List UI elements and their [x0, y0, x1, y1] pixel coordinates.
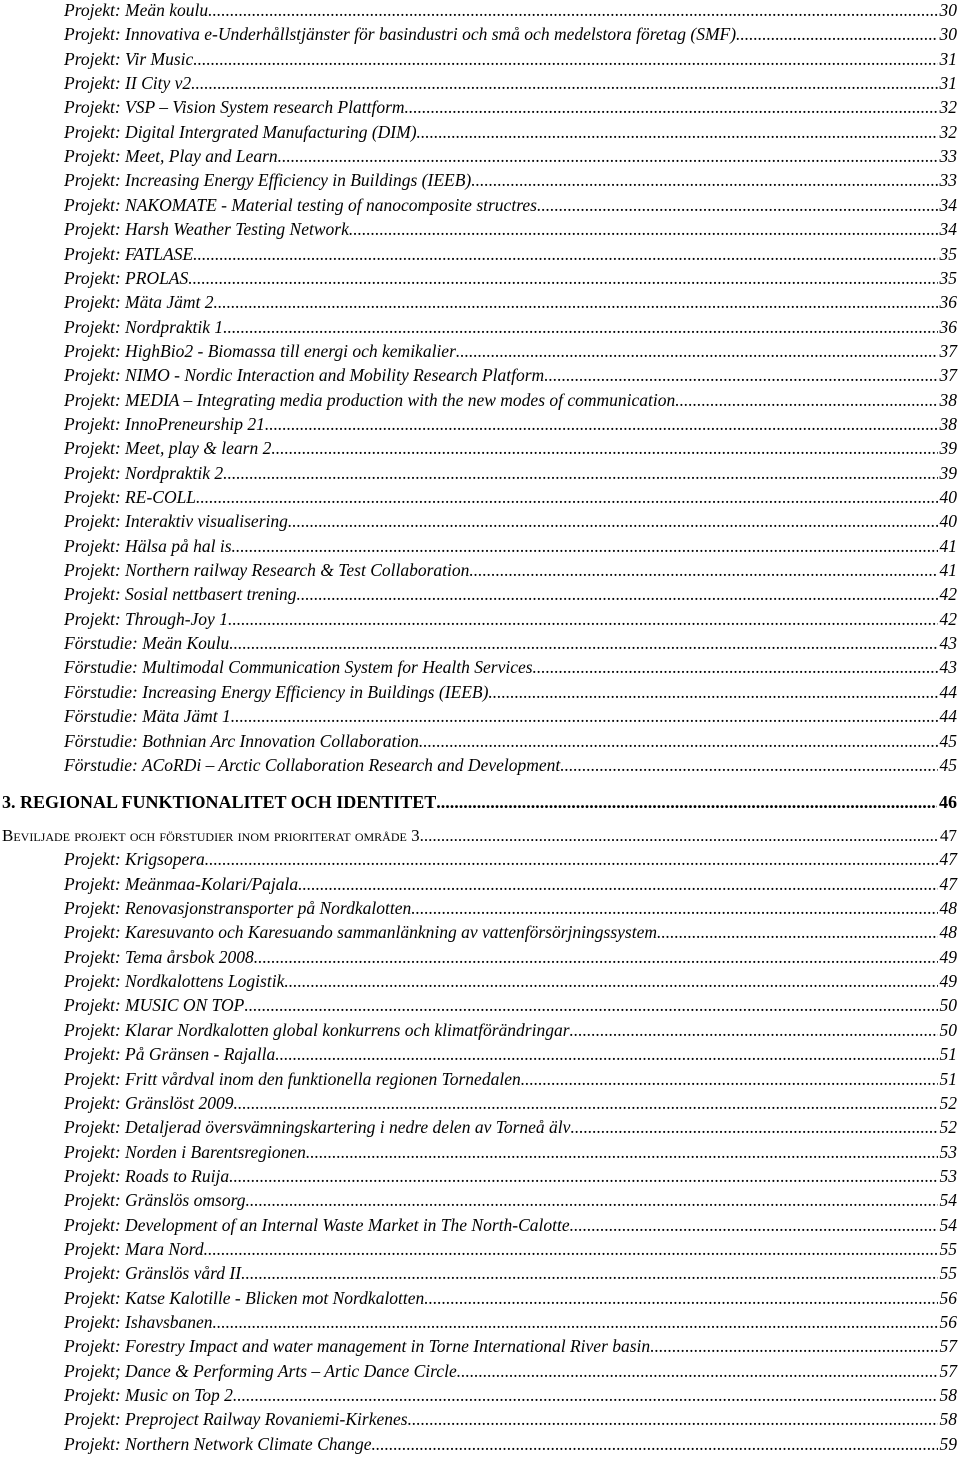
toc-entry-label: Projekt: Preproject Railway Rovaniemi-Kirkenes: [64, 1409, 408, 1430]
toc-page-number: 35: [939, 243, 957, 264]
toc-entry[interactable]: [64, 730, 957, 751]
toc-page-number: 36: [939, 316, 957, 337]
toc-entry[interactable]: [64, 973, 957, 991]
dot-leader: [349, 221, 938, 239]
dot-leader: [675, 392, 937, 410]
toc-entry-label: Projekt: Ishavsbanen: [64, 1312, 213, 1332]
toc-entry[interactable]: [64, 48, 957, 69]
toc-entry[interactable]: [64, 1068, 957, 1089]
toc-page-number: 44: [939, 706, 957, 727]
toc-entry-label: Projekt: Mara Nord: [64, 1238, 204, 1259]
dot-leader: [196, 489, 937, 507]
toc-entry-label: Projekt: Fritt vårdval inom den funktionella regionen Tornedalen: [64, 1068, 521, 1089]
toc-entry[interactable]: [64, 997, 957, 1015]
toc-page-number: 47: [939, 873, 957, 894]
toc-entry-label: Förstudie: Increasing Energy Efficiency in Buildings (IEEB): [64, 681, 489, 702]
toc-entry[interactable]: [64, 99, 957, 117]
toc-page-number: 53: [939, 1165, 957, 1186]
toc-entry-label: Projekt: Northern Network Climate Change: [64, 1433, 372, 1454]
dot-leader: [245, 1192, 937, 1210]
dot-leader: [736, 26, 937, 44]
toc-entry[interactable]: [64, 924, 957, 942]
toc-page-number: 55: [939, 1263, 957, 1284]
toc-entry[interactable]: [64, 1019, 957, 1040]
toc-entry-label: Projekt: Meänmaa-Kolari/Pajala: [64, 873, 299, 894]
toc-entry-label: Projekt: Through-Joy 1: [64, 608, 228, 629]
toc-page-number: 34: [939, 194, 957, 215]
dot-leader: [241, 1265, 937, 1283]
dot-leader: [191, 75, 937, 93]
dot-leader: [193, 51, 937, 69]
dot-leader: [544, 367, 937, 385]
toc-page-number: 53: [939, 1141, 957, 1162]
toc-page-number: 54: [939, 1190, 957, 1211]
toc-entry-label: Projekt: Sosial nettbasert trening: [64, 584, 297, 605]
toc-entry[interactable]: [64, 221, 957, 239]
toc-entry[interactable]: [64, 1314, 957, 1332]
toc-entry[interactable]: [64, 708, 957, 726]
toc-entry-label: Projekt: Music on Top 2: [64, 1385, 233, 1406]
toc-entry[interactable]: [64, 635, 957, 653]
toc-page-number: 40: [939, 487, 957, 507]
dot-leader: [405, 99, 938, 117]
toc-page-number: 31: [939, 48, 957, 69]
toc-entry-label: Förstudie: Bothnian Arc Innovation Collaboration: [64, 730, 419, 751]
toc-entry-label: Projekt: Innovativa e-Underhållstjänster för basindustri och små och medelstora företag (SMF): [64, 24, 737, 45]
toc-page-number: 34: [939, 219, 957, 240]
toc-page-number: 39: [939, 438, 957, 459]
toc-entry[interactable]: [64, 489, 957, 507]
toc-entry-label: Projekt: Development of an Internal Waste Market in The North-Calotte: [64, 1214, 570, 1235]
dot-leader: [231, 708, 938, 726]
dot-leader: [208, 2, 937, 20]
dot-leader: [228, 611, 938, 629]
dot-leader: [424, 827, 938, 844]
toc-entry-label: Projekt: Nordkalottens Logistik: [64, 971, 285, 992]
toc-page-number: 50: [939, 995, 957, 1016]
toc-entry[interactable]: [64, 1046, 957, 1064]
toc-page-number: 33: [939, 146, 957, 167]
toc-entry-label: Projekt: Renovasjonstransporter på Nordkalotten: [64, 898, 412, 919]
toc-entry-label: Projekt: RE-COLL: [64, 487, 197, 507]
dot-leader: [570, 1022, 938, 1040]
toc-entry-label: Projekt: NIMO - Nordic Interaction and Mobility Research Platform: [64, 365, 545, 386]
dot-leader: [570, 1217, 938, 1235]
dot-leader: [278, 148, 938, 166]
toc-entry[interactable]: [64, 1387, 957, 1405]
toc-entry[interactable]: [64, 659, 957, 677]
dot-leader: [456, 343, 938, 361]
toc-entry[interactable]: [64, 389, 957, 410]
dot-leader: [298, 876, 937, 894]
toc-entry-label: Projekt: Hälsa på hal is: [64, 535, 232, 556]
toc-entry[interactable]: [64, 946, 957, 967]
toc-entry-label: Projekt: Roads to Ruija: [64, 1165, 230, 1186]
toc-page-number: 43: [939, 657, 957, 678]
toc-page-number: 57: [939, 1360, 957, 1381]
toc-entry[interactable]: [64, 340, 957, 361]
toc-entry-label: Projekt: Gränslös vård II: [64, 1263, 242, 1284]
dot-leader: [436, 793, 937, 811]
toc-page-number: 46: [939, 791, 957, 812]
dot-leader: [560, 757, 937, 775]
toc-entry[interactable]: [64, 1192, 957, 1210]
dot-leader: [275, 1046, 937, 1064]
toc-page-number: 49: [939, 971, 957, 992]
toc-entry-label: Projekt: II City v2: [64, 73, 192, 94]
toc-entry[interactable]: [64, 294, 957, 312]
toc-page-number: 37: [939, 340, 957, 361]
dot-leader: [424, 1290, 937, 1308]
toc-page-number: 48: [939, 898, 957, 919]
toc-entry[interactable]: [64, 586, 957, 604]
dot-leader: [193, 246, 937, 264]
toc-entry-label: Projekt: På Gränsen - Rajalla: [64, 1044, 276, 1065]
toc-entry[interactable]: [64, 1092, 957, 1113]
toc-page-number: 37: [939, 365, 957, 386]
toc-entry-label: Projekt: Karesuvanto och Karesuando sammanlänkning av vattenförsörjningssystem: [64, 922, 657, 943]
toc-entry-label: Projekt: Meän koulu: [64, 0, 209, 20]
toc-page-number: 51: [939, 1068, 957, 1089]
toc-entry-label: Projekt: VSP – Vision System research Plattform: [64, 97, 405, 118]
toc-page-number: 35: [939, 267, 957, 288]
toc-page-number: 40: [939, 511, 957, 532]
toc-page-number: 43: [939, 633, 957, 654]
toc-page-number: 56: [939, 1287, 957, 1308]
toc-entry-label: Projekt: HighBio2 - Biomassa till energi och kemikalier: [64, 340, 456, 361]
toc-entry[interactable]: [64, 608, 957, 629]
dot-leader: [537, 197, 938, 215]
dot-leader: [417, 124, 938, 142]
toc-entry-label: Projekt: Harsh Weather Testing Network: [64, 219, 349, 240]
toc-entry[interactable]: [64, 243, 957, 264]
toc-entry-label: Projekt: Nordpraktik 2: [64, 462, 224, 483]
toc-entry-label: Projekt: Meet, play & learn 2: [64, 438, 272, 459]
toc-entry[interactable]: [64, 1360, 957, 1381]
dot-leader: [306, 1144, 938, 1162]
toc-entry[interactable]: [64, 462, 957, 483]
toc-entry-label: Projekt: Increasing Energy Efficiency in Buildings (IEEB): [64, 170, 472, 191]
toc-entry-label: Projekt: Krigsopera: [64, 849, 205, 870]
toc-page-number: 32: [939, 97, 957, 118]
dot-leader: [457, 1363, 938, 1381]
toc-entry[interactable]: [64, 681, 957, 702]
dot-leader: [265, 416, 938, 434]
toc-entry[interactable]: [64, 1214, 957, 1235]
dot-leader: [254, 949, 938, 967]
toc-page-number: 38: [939, 413, 957, 434]
toc-entry[interactable]: [64, 367, 957, 385]
toc-entry[interactable]: [64, 26, 957, 44]
dot-leader: [570, 1119, 937, 1137]
toc-entry[interactable]: [64, 267, 957, 288]
toc-entry-label: Projekt: PROLAS: [64, 267, 189, 288]
toc-entry[interactable]: [64, 1411, 957, 1429]
toc-entry-label: Förstudie: Multimodal Communication System for Health Services: [64, 657, 533, 678]
dot-leader: [233, 1095, 937, 1113]
dot-leader: [533, 659, 938, 677]
dot-leader: [233, 1387, 938, 1405]
toc-entry[interactable]: [64, 1165, 957, 1186]
dot-leader: [223, 319, 937, 337]
toc-entry-label: Projekt; Dance & Performing Arts – Artic Dance Circle: [64, 1360, 457, 1381]
toc-page-number: 58: [939, 1409, 957, 1430]
toc-entry-label: Förstudie: Mäta Jämt 1: [64, 706, 231, 727]
dot-leader: [213, 1314, 938, 1332]
toc-entry[interactable]: [64, 1265, 957, 1283]
toc-page-number: 31: [939, 73, 957, 94]
toc-entry[interactable]: [64, 562, 957, 580]
toc-entry-label: 3. REGIONAL FUNKTIONALITET OCH IDENTITET: [2, 791, 437, 812]
toc-entry-label: Projekt: Detaljerad översvämningskartering i nedre delen av Torneå älv: [64, 1117, 571, 1138]
toc-entry-label: Projekt: NAKOMATE - Material testing of nanocomposite structres: [64, 194, 537, 215]
toc-entry[interactable]: [64, 535, 957, 556]
toc-entry-label: Projekt: Norden i Barentsregionen: [64, 1141, 306, 1162]
toc-page-number: 52: [939, 1117, 957, 1138]
dot-leader: [521, 1071, 938, 1089]
toc-entry[interactable]: [64, 851, 957, 869]
toc-entry[interactable]: [64, 1119, 957, 1137]
toc-page-number: 42: [939, 584, 957, 605]
toc-entry-label: Projekt: MUSIC ON TOP: [64, 995, 245, 1016]
dot-leader: [372, 1436, 938, 1454]
dot-leader: [408, 1411, 938, 1429]
toc-entry-label: Beviljade projekt och förstudier inom prioriterat område 3.: [2, 825, 424, 845]
toc-entry[interactable]: [64, 194, 957, 215]
dot-leader: [271, 440, 937, 458]
toc-page-number: 49: [939, 946, 957, 967]
toc-page-number: 44: [939, 681, 957, 702]
dot-leader: [488, 684, 937, 702]
toc-entry[interactable]: [64, 148, 957, 166]
toc-entry-label: Projekt: Klarar Nordkalotten global konkurrens och klimatförändringar: [64, 1019, 570, 1040]
toc-entry[interactable]: [64, 1433, 957, 1454]
toc-entry-label: Förstudie: Meän Koulu: [64, 633, 230, 654]
toc-page-number: 38: [939, 389, 957, 410]
toc-page-number: 50: [939, 1019, 957, 1040]
toc-page-number: 47: [939, 849, 957, 870]
toc-entry-label: Projekt: Northern railway Research & Test Collaboration: [64, 560, 470, 581]
toc-entry[interactable]: [64, 440, 957, 458]
toc-entry-label: Projekt: MEDIA – Integrating media production with the new modes of communication: [64, 389, 676, 410]
toc-entry[interactable]: [64, 873, 957, 894]
dot-leader: [297, 586, 938, 604]
toc-subsection-heading[interactable]: [2, 827, 957, 844]
toc-entry[interactable]: [64, 1338, 957, 1356]
toc-page-number: 48: [939, 922, 957, 943]
toc-page-number: 30: [939, 0, 957, 20]
toc-page-number: 42: [939, 608, 957, 629]
toc-page-number: 59: [939, 1433, 957, 1454]
dot-leader: [650, 1338, 937, 1356]
toc-page-number: 52: [939, 1092, 957, 1113]
toc-page-number: 51: [939, 1044, 957, 1065]
toc-entry-label: Projekt: Gränslös omsorg: [64, 1190, 246, 1211]
dot-leader: [411, 900, 937, 918]
toc-page-number: 41: [939, 535, 957, 556]
dot-leader: [214, 294, 938, 312]
toc-page-number: 45: [939, 754, 957, 775]
dot-leader: [657, 924, 938, 942]
dot-leader: [204, 1241, 938, 1259]
toc-entry-label: Projekt: Interaktiv visualisering: [64, 511, 288, 532]
toc-page-number: 54: [939, 1214, 957, 1235]
toc-entry[interactable]: [64, 1141, 957, 1162]
toc-entry-label: Projekt: Nordpraktik 1: [64, 316, 224, 337]
toc-page-number: 41: [939, 560, 957, 581]
toc-entry[interactable]: [64, 513, 957, 531]
toc-entry[interactable]: [64, 1287, 957, 1308]
toc-page-number: 33: [939, 170, 957, 191]
toc-page-number: 36: [939, 292, 957, 313]
toc-page-number: 57: [939, 1336, 957, 1357]
toc-entry-label: Projekt: Gränslöst 2009: [64, 1092, 234, 1113]
dot-leader: [419, 733, 938, 751]
toc-page-number: 30: [939, 24, 957, 45]
toc-entry-label: Projekt: InnoPreneurship 21: [64, 413, 265, 434]
toc-entry-label: Projekt: Vir Music: [64, 48, 194, 69]
toc-page-number: 39: [939, 462, 957, 483]
toc-entry[interactable]: [64, 172, 957, 190]
toc-entry-label: Projekt: Digital Intergrated Manufacturing (DIM): [64, 121, 417, 142]
dot-leader: [244, 997, 937, 1015]
toc-entry[interactable]: [64, 1238, 957, 1259]
toc-entry-label: Projekt: Tema årsbok 2008: [64, 946, 254, 967]
toc-page-number: 32: [939, 121, 957, 142]
dot-leader: [469, 562, 937, 580]
toc-entry[interactable]: [64, 2, 957, 20]
toc-entry[interactable]: [64, 75, 957, 93]
toc-entry[interactable]: [64, 754, 957, 775]
toc-page-number: 56: [939, 1312, 957, 1332]
toc-entry[interactable]: [64, 413, 957, 434]
dot-leader: [205, 851, 938, 869]
toc-page-number: 58: [939, 1385, 957, 1406]
toc-entry-label: Projekt: Katse Kalotille - Blicken mot Nordkalotten: [64, 1287, 425, 1308]
dot-leader: [188, 270, 937, 288]
toc-entry[interactable]: [64, 900, 957, 918]
toc-page-number: 45: [939, 730, 957, 751]
dot-leader: [471, 172, 937, 190]
dot-leader: [229, 635, 937, 653]
toc-page-number: 47: [940, 825, 957, 845]
toc-entry-label: Projekt: FATLASE: [64, 243, 194, 264]
toc-entry[interactable]: [64, 121, 957, 142]
toc-section-heading[interactable]: [2, 793, 957, 811]
toc-entry-label: Projekt: Forestry Impact and water management in Torne International River basin: [64, 1336, 651, 1357]
toc-entry-label: Projekt: Meet, Play and Learn: [64, 146, 278, 167]
dot-leader: [223, 465, 937, 483]
toc-entry-label: Förstudie: ACoRDi – Arctic Collaboration Research and Development: [64, 754, 561, 775]
dot-leader: [288, 513, 938, 531]
dot-leader: [229, 1168, 937, 1186]
toc-entry-label: Projekt: Mäta Jämt 2: [64, 292, 214, 313]
toc-page-number: 55: [939, 1238, 957, 1259]
dot-leader: [284, 973, 937, 991]
dot-leader: [232, 538, 938, 556]
toc-entry[interactable]: [64, 316, 957, 337]
